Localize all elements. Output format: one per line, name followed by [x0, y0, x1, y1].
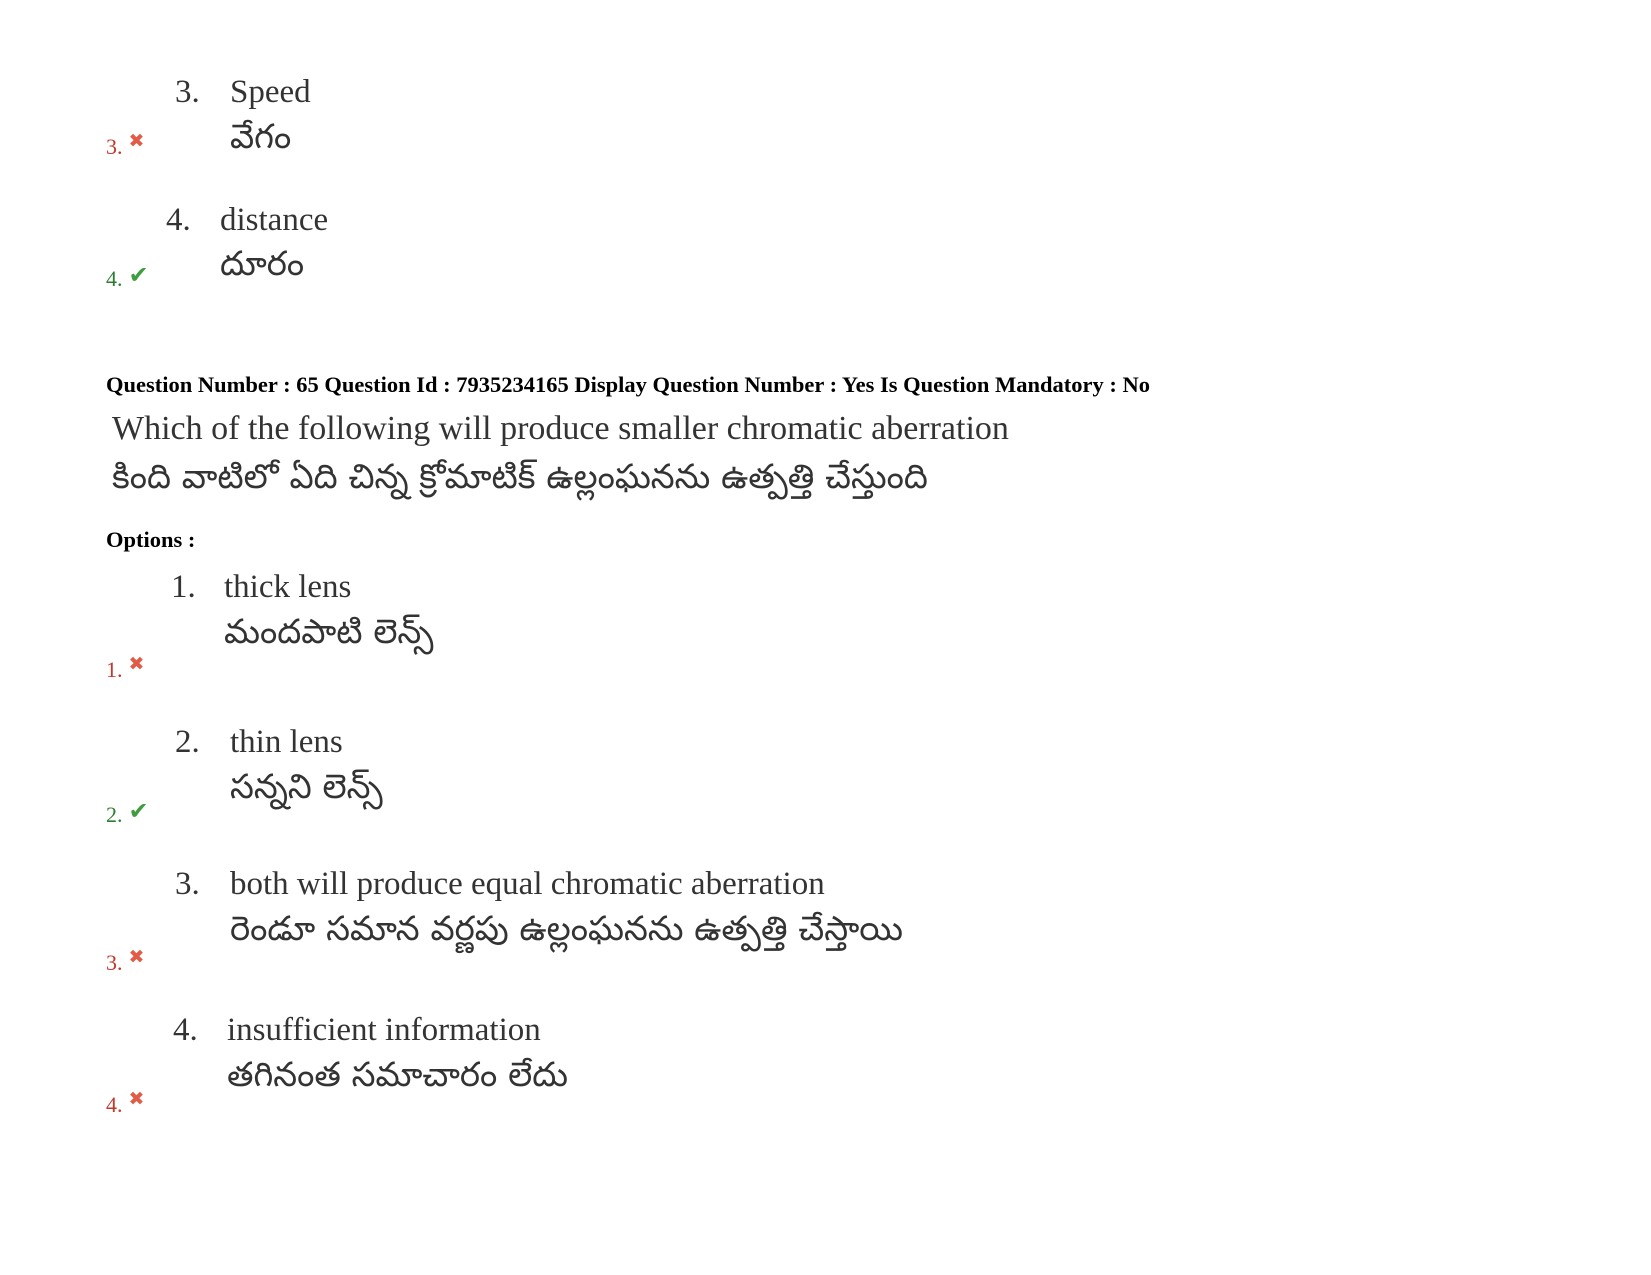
check-icon: ✔	[128, 797, 149, 825]
cross-icon: ✖	[128, 1087, 145, 1110]
marker-number: 1.	[106, 657, 123, 682]
option-text-telugu: దూరం	[220, 244, 305, 284]
option-text-telugu: వేగం	[230, 117, 292, 157]
option-number: 3.	[175, 866, 200, 902]
option-text-english: insufficient information	[227, 1012, 541, 1048]
option-number: 4.	[173, 1012, 198, 1048]
option-text-english: distance	[220, 202, 329, 238]
marker-number: 4.	[106, 266, 123, 291]
marker-number: 2.	[106, 802, 123, 827]
option-status-marker	[106, 797, 149, 827]
option-status-marker	[106, 129, 145, 159]
option-text-english: Speed	[230, 74, 311, 110]
question-text-telugu: కింది వాటిలో ఏది చిన్న క్రోమాటిక్ ఉల్లంఘనను ఉత్పత్తి చేస్తుంది	[112, 457, 928, 497]
option-status-marker	[106, 261, 149, 291]
option-text-telugu: సన్నని లెన్స్	[230, 767, 383, 807]
option-number: 1.	[171, 569, 196, 605]
option-text-english: both will produce equal chromatic aberration	[230, 866, 825, 902]
check-icon: ✔	[128, 261, 149, 289]
option-number: 3.	[175, 74, 200, 110]
option-text-english: thick lens	[224, 569, 352, 605]
cross-icon: ✖	[128, 652, 145, 675]
marker-number: 4.	[106, 1092, 123, 1117]
option-number: 4.	[166, 202, 191, 238]
option-text-telugu: మందపాటి లెన్స్	[224, 612, 434, 652]
options-label: Options :	[106, 527, 196, 552]
question-header: Question Number : 65 Question Id : 7935234165 Display Question Number : Yes Is Question Mandatory : No	[106, 372, 1151, 397]
option-number: 2.	[175, 724, 200, 760]
option-status-marker	[106, 945, 145, 975]
option-text-telugu: తగినంత సమాచారం లేదు	[227, 1055, 568, 1095]
marker-number: 3.	[106, 950, 123, 975]
option-status-marker	[106, 1087, 145, 1117]
cross-icon: ✖	[128, 129, 145, 152]
question-text-english: Which of the following will produce smaller chromatic aberration	[112, 410, 1009, 447]
marker-number: 3.	[106, 134, 123, 159]
option-text-telugu: రెండూ సమాన వర్ణపు ఉల్లంఘనను ఉత్పత్తి చేస్తాయి	[230, 909, 903, 949]
cross-icon: ✖	[128, 945, 145, 968]
option-status-marker	[106, 652, 145, 682]
option-text-english: thin lens	[230, 724, 343, 760]
